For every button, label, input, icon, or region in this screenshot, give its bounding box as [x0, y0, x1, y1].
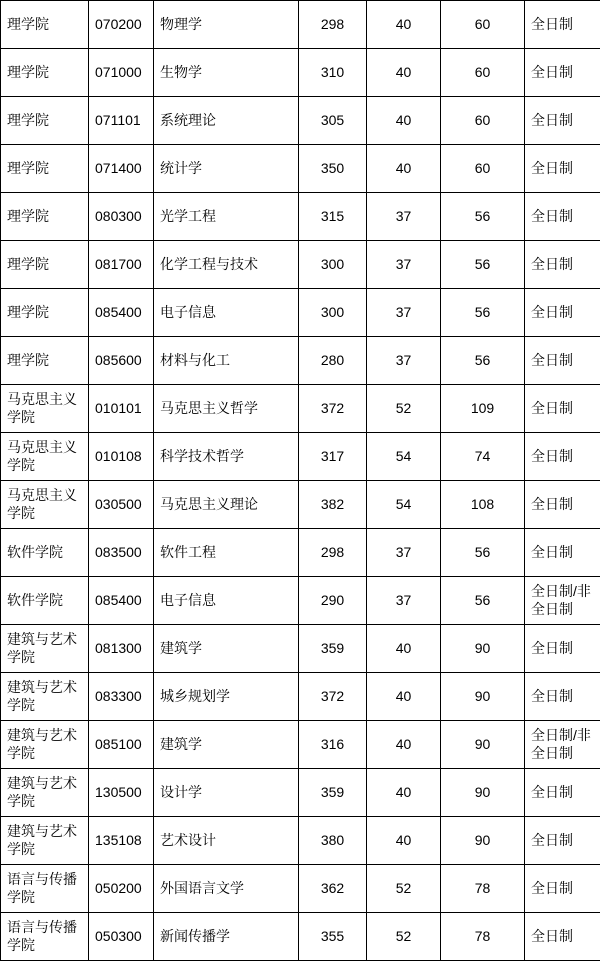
cell-major: 城乡规划学: [154, 673, 299, 721]
cell-politics-english: 54: [367, 433, 441, 481]
cell-total-score: 305: [299, 97, 367, 145]
cell-code: 081700: [89, 241, 154, 289]
table-row: [1, 49, 600, 97]
cell-major: 系统理论: [154, 97, 299, 145]
cell-study-type: 全日制: [525, 337, 600, 385]
table-row: [1, 817, 600, 865]
cell-total-score: 300: [299, 241, 367, 289]
cell-study-type: 全日制: [525, 145, 600, 193]
table-row: [1, 289, 600, 337]
cell-code: 071000: [89, 49, 154, 97]
cell-college: 理学院: [1, 337, 89, 385]
cell-professional: 56: [441, 337, 525, 385]
cell-college: 语言与传播学院: [1, 913, 89, 961]
cell-major: 材料与化工: [154, 337, 299, 385]
cell-major: 生物学: [154, 49, 299, 97]
cell-major: 软件工程: [154, 529, 299, 577]
cell-code: 130500: [89, 769, 154, 817]
cell-study-type: 全日制: [525, 817, 600, 865]
cell-politics-english: 54: [367, 481, 441, 529]
cell-study-type: 全日制: [525, 913, 600, 961]
cell-politics-english: 37: [367, 193, 441, 241]
cell-total-score: 380: [299, 817, 367, 865]
cell-major: 马克思主义理论: [154, 481, 299, 529]
cell-professional: 90: [441, 769, 525, 817]
cell-college: 建筑与艺术学院: [1, 673, 89, 721]
cell-college: 建筑与艺术学院: [1, 721, 89, 769]
cell-professional: 108: [441, 481, 525, 529]
cell-college: 建筑与艺术学院: [1, 817, 89, 865]
table-row: [1, 241, 600, 289]
cell-professional: 90: [441, 673, 525, 721]
table-row: [1, 673, 600, 721]
cell-study-type: 全日制/非全日制: [525, 577, 600, 625]
cell-total-score: 372: [299, 673, 367, 721]
cell-major: 设计学: [154, 769, 299, 817]
cell-college: 马克思主义学院: [1, 385, 89, 433]
cell-code: 030500: [89, 481, 154, 529]
cell-politics-english: 40: [367, 625, 441, 673]
cell-politics-english: 40: [367, 721, 441, 769]
cell-total-score: 300: [299, 289, 367, 337]
cell-professional: 60: [441, 97, 525, 145]
cell-politics-english: 52: [367, 913, 441, 961]
cell-major: 建筑学: [154, 625, 299, 673]
cell-total-score: 290: [299, 577, 367, 625]
cell-total-score: 310: [299, 49, 367, 97]
cell-professional: 60: [441, 1, 525, 49]
cell-study-type: 全日制: [525, 481, 600, 529]
cell-politics-english: 40: [367, 49, 441, 97]
cell-politics-english: 40: [367, 145, 441, 193]
cell-code: 083300: [89, 673, 154, 721]
cell-professional: 74: [441, 433, 525, 481]
cell-professional: 90: [441, 721, 525, 769]
cell-study-type: 全日制: [525, 625, 600, 673]
cell-politics-english: 40: [367, 769, 441, 817]
cell-code: 085400: [89, 577, 154, 625]
cell-college: 软件学院: [1, 529, 89, 577]
cell-professional: 60: [441, 145, 525, 193]
table-row: [1, 1, 600, 49]
cell-code: 071101: [89, 97, 154, 145]
cell-major: 科学技术哲学: [154, 433, 299, 481]
cell-major: 马克思主义哲学: [154, 385, 299, 433]
table-row: [1, 625, 600, 673]
cell-total-score: 298: [299, 529, 367, 577]
cell-total-score: 298: [299, 1, 367, 49]
table-row: [1, 193, 600, 241]
cell-study-type: 全日制: [525, 289, 600, 337]
table-row: [1, 913, 600, 961]
cell-college: 建筑与艺术学院: [1, 625, 89, 673]
cell-professional: 56: [441, 577, 525, 625]
cell-professional: 56: [441, 529, 525, 577]
cell-major: 电子信息: [154, 577, 299, 625]
table-row: [1, 145, 600, 193]
cell-code: 081300: [89, 625, 154, 673]
cell-code: 085100: [89, 721, 154, 769]
cell-study-type: 全日制: [525, 865, 600, 913]
cell-major: 物理学: [154, 1, 299, 49]
cell-politics-english: 52: [367, 865, 441, 913]
cell-code: 070200: [89, 1, 154, 49]
cell-politics-english: 40: [367, 817, 441, 865]
cell-total-score: 315: [299, 193, 367, 241]
cell-study-type: 全日制: [525, 385, 600, 433]
cell-college: 理学院: [1, 1, 89, 49]
cell-professional: 78: [441, 865, 525, 913]
cell-total-score: 372: [299, 385, 367, 433]
cell-study-type: 全日制: [525, 49, 600, 97]
table-row: [1, 385, 600, 433]
cell-politics-english: 52: [367, 385, 441, 433]
cell-professional: 78: [441, 913, 525, 961]
cell-major: 外国语言文学: [154, 865, 299, 913]
cell-politics-english: 37: [367, 529, 441, 577]
cell-college: 理学院: [1, 145, 89, 193]
cell-total-score: 362: [299, 865, 367, 913]
cell-politics-english: 40: [367, 97, 441, 145]
cell-code: 083500: [89, 529, 154, 577]
table-row: [1, 721, 600, 769]
cell-major: 建筑学: [154, 721, 299, 769]
cell-college: 语言与传播学院: [1, 865, 89, 913]
cell-code: 135108: [89, 817, 154, 865]
cell-code: 050300: [89, 913, 154, 961]
cell-total-score: 382: [299, 481, 367, 529]
cell-study-type: 全日制: [525, 97, 600, 145]
cell-professional: 90: [441, 625, 525, 673]
cell-professional: 56: [441, 241, 525, 289]
table-row: [1, 529, 600, 577]
cell-total-score: 280: [299, 337, 367, 385]
cell-study-type: 全日制: [525, 433, 600, 481]
cell-politics-english: 37: [367, 289, 441, 337]
table-body: [1, 1, 600, 961]
table-row: [1, 97, 600, 145]
cell-professional: 109: [441, 385, 525, 433]
cell-politics-english: 40: [367, 673, 441, 721]
cell-total-score: 359: [299, 769, 367, 817]
cell-total-score: 355: [299, 913, 367, 961]
cell-professional: 90: [441, 817, 525, 865]
cell-code: 085400: [89, 289, 154, 337]
cell-college: 理学院: [1, 241, 89, 289]
cell-politics-english: 40: [367, 1, 441, 49]
cell-code: 071400: [89, 145, 154, 193]
cell-professional: 60: [441, 49, 525, 97]
cell-college: 马克思主义学院: [1, 481, 89, 529]
cell-professional: 56: [441, 193, 525, 241]
cell-major: 新闻传播学: [154, 913, 299, 961]
cell-professional: 56: [441, 289, 525, 337]
cell-college: 理学院: [1, 97, 89, 145]
cell-politics-english: 37: [367, 241, 441, 289]
cell-major: 艺术设计: [154, 817, 299, 865]
cell-study-type: 全日制: [525, 241, 600, 289]
cell-code: 085600: [89, 337, 154, 385]
cell-major: 化学工程与技术: [154, 241, 299, 289]
cell-college: 建筑与艺术学院: [1, 769, 89, 817]
cell-college: 理学院: [1, 193, 89, 241]
table-row: [1, 769, 600, 817]
cell-college: 理学院: [1, 289, 89, 337]
cell-code: 080300: [89, 193, 154, 241]
cell-college: 马克思主义学院: [1, 433, 89, 481]
table-row: [1, 337, 600, 385]
cell-college: 理学院: [1, 49, 89, 97]
cell-code: 050200: [89, 865, 154, 913]
cell-politics-english: 37: [367, 337, 441, 385]
cell-politics-english: 37: [367, 577, 441, 625]
cell-code: 010108: [89, 433, 154, 481]
cell-total-score: 350: [299, 145, 367, 193]
cell-total-score: 317: [299, 433, 367, 481]
cell-major: 电子信息: [154, 289, 299, 337]
cell-study-type: 全日制: [525, 529, 600, 577]
cell-total-score: 359: [299, 625, 367, 673]
cell-major: 光学工程: [154, 193, 299, 241]
cell-code: 010101: [89, 385, 154, 433]
cell-college: 软件学院: [1, 577, 89, 625]
cell-study-type: 全日制/非全日制: [525, 721, 600, 769]
cell-study-type: 全日制: [525, 1, 600, 49]
cell-study-type: 全日制: [525, 193, 600, 241]
cell-study-type: 全日制: [525, 673, 600, 721]
cell-total-score: 316: [299, 721, 367, 769]
cell-major: 统计学: [154, 145, 299, 193]
table-row: [1, 577, 600, 625]
cell-study-type: 全日制: [525, 769, 600, 817]
table-row: [1, 481, 600, 529]
table-row: [1, 433, 600, 481]
